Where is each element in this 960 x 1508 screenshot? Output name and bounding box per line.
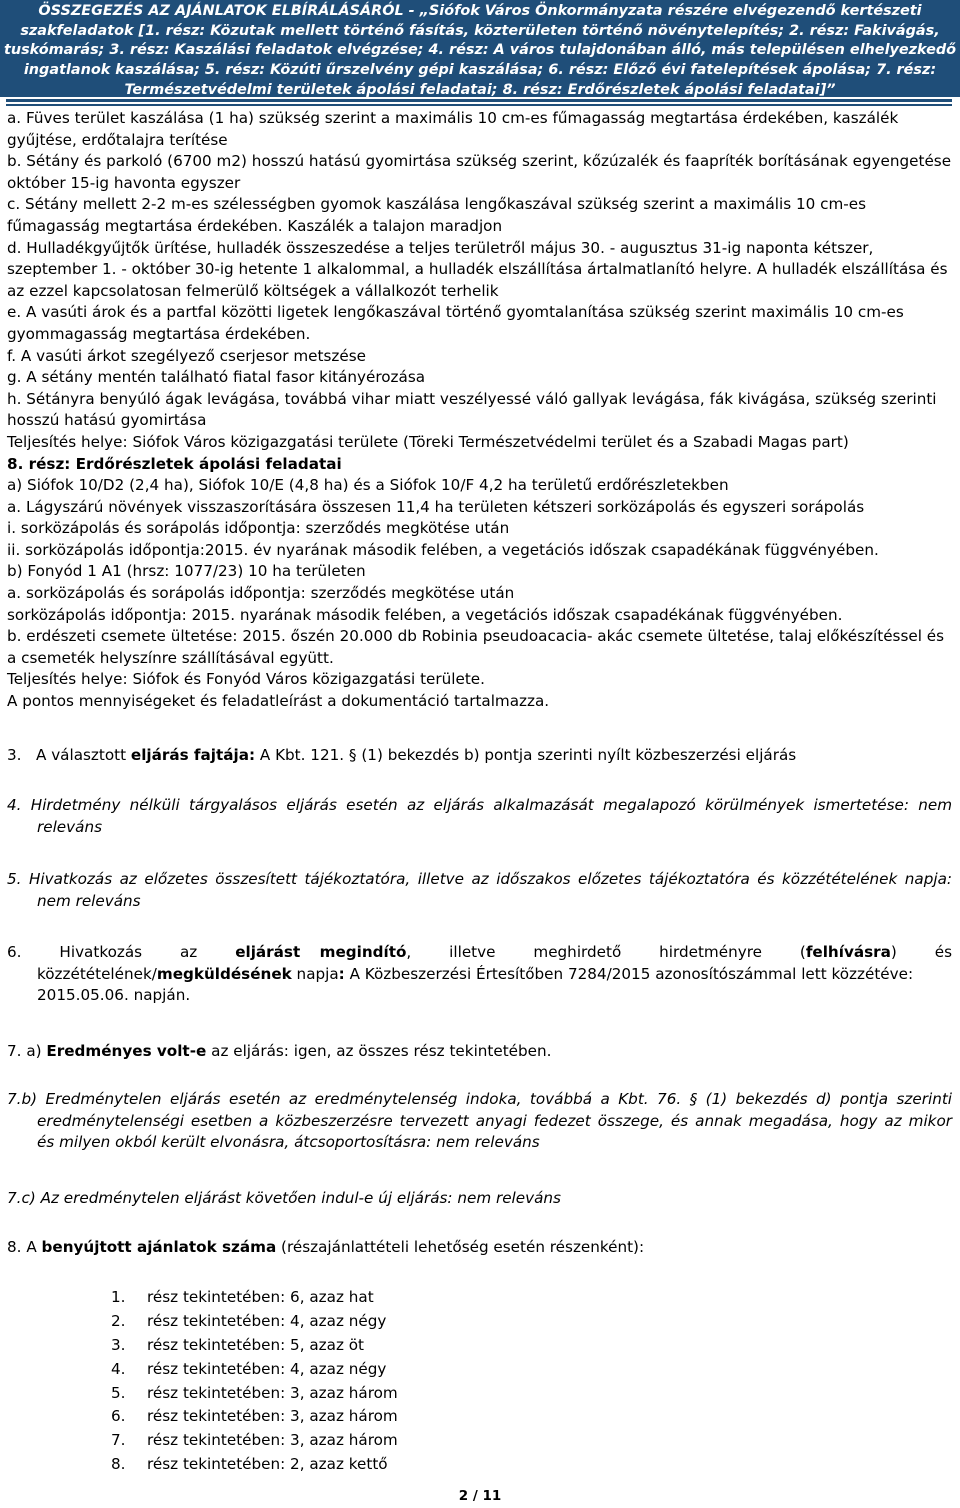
section-5 xyxy=(7,869,952,912)
s8-suffix: (részajánlattételi lehetőség esetén részenként): xyxy=(276,1238,645,1256)
task-item: e. A vasúti árok és a partfal közötti ligetek lengőkaszával történő gyomtalanítása szükség szerint maximális 10 cm-es gyommagasság megtartása érdekében. xyxy=(7,303,904,343)
s7b-line: és milyen okból került elvonásra, átcsoportosításra: nem releváns xyxy=(37,1133,540,1152)
s6-bold: eljárást megindító xyxy=(235,943,407,961)
section-7a xyxy=(7,1041,952,1063)
offers-count-list xyxy=(111,1286,511,1477)
s7c-text: 7.c) Az eredménytelen eljárást követően indul-e új eljárás: nem releváns xyxy=(7,1189,561,1207)
section-5-text: 5. Hivatkozás az előzetes összesített tájékoztatóra, illetve az időszakos előzetes tájékoztatóra és közzétételének napja: xyxy=(7,870,952,888)
s6-text: ) és xyxy=(890,943,952,961)
list-item: 1. rész tekintetében: 6, azaz hat xyxy=(111,1288,374,1306)
task-item: d. Hulladékgyűjtők ürítése, hulladék összeszedése a teljes területről május 30. - augusztus 31-ig naponta kétszer, szeptember 1. - október 30-ig hetente 1 alkalommal, a hulladék elszállítása ártalmatlanító helyre. A hulladék elszállítása és az ezzel kapcsolatosan felmerülő költségek a vállalkozót terhelik xyxy=(7,238,948,300)
s7b-line: eredménytelenségi esetben a közbeszerzésre tervezett anyagi fedezet összege, és annak megadása, hogy az mikor xyxy=(37,1111,952,1130)
list-item: 8. rész tekintetében: 2, azaz kettő xyxy=(111,1455,388,1474)
task-item: g. A sétány mentén található fiatal fasor kitányérozása xyxy=(7,368,426,387)
s6-text: 2015.05.06. napján. xyxy=(37,986,191,1005)
s6-bold: : xyxy=(338,964,345,983)
task-item: f. A vasúti árkot szegélyező cserjesor metszése xyxy=(7,346,366,365)
task-item: h. Sétányra benyúló ágak levágása, továbbá vihar miatt veszélyessé váló gallyak levágása, fák kivágása, szükség szerinti hosszú hatású gyomirtása xyxy=(7,389,937,430)
section-3 xyxy=(7,745,952,767)
section-4 xyxy=(7,795,952,838)
tasks-block xyxy=(7,108,952,713)
list-item: 3. rész tekintetében: 5, azaz öt xyxy=(111,1335,365,1354)
part8-line: a. Lágyszárú növények visszaszorítására összesen 11,4 ha területen kétszeri sorközápolás és egyszeri sorápolás xyxy=(7,497,865,516)
header-line: ingatlanok kaszálása; 5. rész: Közúti űrszelvény gépi kaszálása; 6. rész: Előző évi fatelepítések ápolása; 7. rész: xyxy=(23,62,937,79)
s7a-suffix: az eljárás: igen, az összes rész tekintetében. xyxy=(206,1042,552,1060)
s6-text: 6. Hivatkozás az xyxy=(7,943,236,961)
part8-line: ii. sorközápolás időpontja:2015. év nyarának második felében, a vegetációs időszak csapadékának függvényében. xyxy=(7,540,879,559)
s6-text: , illetve meghirdető hirdetményre ( xyxy=(406,943,806,961)
header-line: szakfeladatok [1. rész: Közutak mellett történő fásítás, közterületen történő növénytelepítés; 2. rész: Fakivágás, xyxy=(20,22,940,39)
part8-line: a) Siófok 10/D2 (2,4 ha), Siófok 10/E (4,8 ha) és a Siófok 10/F 4,2 ha területű erdőrészletekben xyxy=(7,476,729,495)
list-item: 6. rész tekintetében: 3, azaz három xyxy=(111,1407,398,1426)
s7a-bold: Eredményes volt-e xyxy=(46,1042,207,1060)
section-6 xyxy=(7,942,952,1007)
s8-prefix: 8. A xyxy=(7,1238,42,1256)
task-item: c. Sétány mellett 2-2 m-es szélességben gyomok kaszálása lengőkaszával szükség szerint a maximális 10 cm-es fűmagasság megtartása érdekében. Kaszálék a talajon maradjon xyxy=(7,195,866,235)
part8-line: A pontos mennyiségeket és feladatleírást a dokumentáció tartalmazza. xyxy=(7,692,550,711)
section-3-bold: eljárás fajtája: xyxy=(130,746,256,764)
task-item: b. Sétány és parkoló (6700 m2) hosszú hatású gyomirtása szükség szerint, kőzúzalék és faapríték borításának egyengetése október 15-ig havonta egyszer xyxy=(7,152,952,192)
s8-bold: benyújtott ajánlatok száma xyxy=(41,1238,277,1256)
list-item: 7. rész tekintetében: 3, azaz három xyxy=(111,1431,398,1450)
part8-line: Teljesítés helye: Siófok és Fonyód Város közigazgatási területe. xyxy=(7,670,485,689)
s6-text: napja xyxy=(291,964,339,983)
section-3-suffix: A Kbt. 121. § (1) bekezdés b) pontja szerinti nyílt közbeszerzési eljárás xyxy=(255,746,797,764)
section-7c xyxy=(7,1188,952,1210)
s6-bold: megküldésének xyxy=(156,964,292,983)
part8-line: sorközápolás időpontja: 2015. nyarának második felében, a vegetációs időszak csapadékának függvényében. xyxy=(7,605,843,624)
part8-heading: 8. rész: Erdőrészletek ápolási feladatai xyxy=(7,454,342,473)
list-item: 4. rész tekintetében: 4, azaz négy xyxy=(111,1359,387,1378)
s6-bold: felhívásra xyxy=(805,943,891,961)
section-5-cont: nem releváns xyxy=(37,891,141,910)
s7a-prefix: 7. a) xyxy=(7,1042,47,1060)
task-item: a. Füves terület kaszálása (1 ha) szükség szerint a maximális 10 cm-es fűmagasság megtartása érdekében, kaszálék gyűjtése, erdőtalajra terítése xyxy=(7,109,899,149)
part8-line: i. sorközápolás és sorápolás időpontja: szerződés megkötése után xyxy=(7,519,510,538)
performance-location: Teljesítés helye: Siófok Város közigazgatási területe (Töreki Természetvédelmi terület és a Szabadi Magas part) xyxy=(7,432,849,451)
section-8 xyxy=(7,1237,952,1259)
header-divider xyxy=(6,104,952,106)
page-number: 2 / 11 xyxy=(458,1488,502,1504)
list-item: 5. rész tekintetében: 3, azaz három xyxy=(111,1383,398,1402)
header-line: tuskómarás; 3. rész: Kaszálási feladatok elvégzése; 4. rész: A város tulajdonában álló, más településen elhelyezkedő xyxy=(3,42,957,59)
list-item: 2. rész tekintetében: 4, azaz négy xyxy=(111,1311,387,1330)
part8-line: a. sorközápolás és sorápolás időpontja: szerződés megkötése után xyxy=(7,584,515,603)
part8-line: b. erdészeti csemete ültetése: 2015. őszén 20.000 db Robinia pseudoacacia- akác csemete ültetése, talaj előkészítéssel és a csemeték helyszínre szállításával együtt. xyxy=(7,627,945,667)
document-header-banner xyxy=(0,0,960,97)
s6-text: közzétételének/ xyxy=(37,964,157,983)
section-3-prefix: 3. A választott xyxy=(7,746,131,764)
part8-line: b) Fonyód 1 A1 (hrsz: 1077/23) 10 ha területen xyxy=(7,562,366,581)
header-line: Természetvédelmi területek ápolási feladatai; 8. rész: Erdőrészletek ápolási feladatai]” xyxy=(124,81,836,98)
section-7b xyxy=(7,1089,952,1154)
section-4-text: 4. Hirdetmény nélküli tárgyalásos eljárás esetén az eljárás alkalmazását megalapozó körülmények ismertetése: nem xyxy=(7,796,952,814)
header-line: ÖSSZEGEZÉS AZ AJÁNLATOK ELBÍRÁLÁSÁRÓL - „Siófok Város Önkormányzata részére elvégezendő kertészeti xyxy=(38,3,922,19)
s6-text: A Közbeszerzési Értesítőben 7284/2015 azonosítószámmal lett közzétéve: xyxy=(344,964,914,983)
section-4-cont: releváns xyxy=(37,817,102,836)
s7b-line: 7.b) Eredménytelen eljárás esetén az eredménytelenség indoka, továbbá a Kbt. 76. § (1) bekezdés d) pontja szerinti xyxy=(7,1090,952,1108)
header-divider xyxy=(6,99,952,102)
